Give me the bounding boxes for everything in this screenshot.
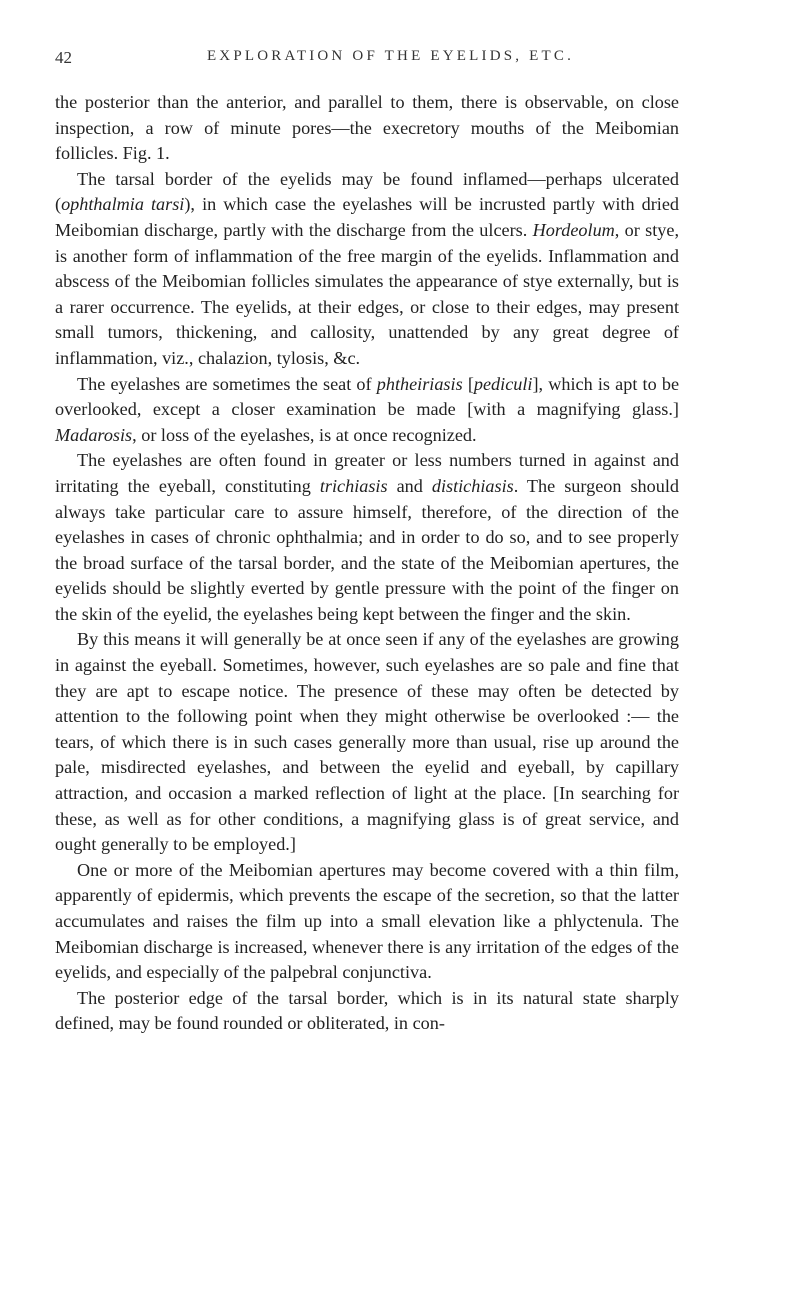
- text-run: The tarsal border of the eyelids may be found inflamed—perhaps ulcerated (: [55, 168, 679, 215]
- text-run: By this means it will generally be at once seen if any of the eyelashes are growing in against the eyeball. Sometimes, however, such eyelashes are so pale and fine that they are apt to escape notice. The presence of these may often be detected by attention to the following point when they might otherwise be overlooked :— the tears, of which there is in such cases generally more than usual, rise up around the pale, misdirected eyelashes, and between the eyelid and eyeball, by capillary attraction, and occasion a marked reflection of light at the place. [In searching for these, as well as for other conditions, a magnifying glass is of great service, and ought generally to be employed.]: [55, 629, 679, 855]
- paragraph-p6: [55, 858, 679, 986]
- paragraph-p3: [55, 372, 679, 449]
- paragraph-p7: [55, 986, 679, 1037]
- paragraph-p4: [55, 448, 679, 627]
- text-run: The eyelashes are sometimes the seat of: [77, 373, 377, 394]
- italic-term: pediculi: [473, 373, 533, 394]
- text-run: , or loss of the eyelashes, is at once recognized.: [132, 424, 477, 445]
- page-number: 42: [55, 48, 72, 67]
- italic-term: Madarosis: [55, 424, 133, 445]
- text-run: One or more of the Meibomian apertures may become covered with a thin film, apparently of epidermis, which prevents the escape of the secretion, so that the latter accumulates and raises the film up into a small elevation like a phlyctenula. The Meibomian discharge is increased, whenever there is any irritation of the edges of the eyelids, and especially of the palpebral conjunctiva.: [55, 859, 679, 983]
- text-run: The posterior edge of the tarsal border, which is in its natural state sharply defined, may be found rounded or obliterated, in con-: [55, 987, 679, 1034]
- text-run: ], which is apt to be overlooked, except a closer examination be made [with a magnifying glass.]: [55, 373, 680, 420]
- body-text: [55, 90, 679, 1037]
- running-header: [55, 48, 690, 78]
- paragraph-p1: [55, 90, 679, 167]
- running-title: EXPLORATION OF THE EYELIDS, ETC.: [206, 48, 575, 64]
- italic-term: Hordeolum: [532, 219, 615, 240]
- italic-term: phtheiriasis: [376, 373, 463, 394]
- italic-term: ophthalmia tarsi: [61, 194, 185, 215]
- text-run: ), in which case the eyelashes will be incrusted partly with dried Meibomian discharge, partly with the discharge from the ulcers.: [55, 194, 680, 240]
- paragraph-p5: [55, 627, 679, 857]
- text-run: . The surgeon should always take particular care to assure himself, therefore, of the direction of the eyelashes in cases of chronic ophthalmia; and in order to do so, and to see properly the broad surface of the tarsal border, and the state of the Meibomian apertures, the eyelids should be slightly everted by gentle pressure with the point of the finger on the skin of the eyelid, the eyelashes being kept between the finger and the skin.: [55, 475, 679, 624]
- text-run: the posterior than the anterior, and parallel to them, there is observable, on close inspection, a row of minute pores—the execretory mouths of the Meibomian follicles. Fig. 1.: [55, 92, 679, 164]
- italic-term: distichiasis: [431, 475, 514, 496]
- italic-term: trichiasis: [319, 475, 388, 496]
- text-run: The eyelashes are often found in greater or less numbers turned in against and irritating the eyeball, constituting: [55, 450, 679, 496]
- text-run: [: [462, 373, 474, 394]
- text-run: , or stye, is another form of inflammation of the free margin of the eyelids. Inflammation and abscess of the Meibomian follicles simulates the appearance of stye externally, but is a rarer occurrence. The eyelids, at their edges, or close to their edges, may present small tumors, thickening, and callosity, unattended by any great degree of inflammation, viz., chalazion, tylosis, &c.: [55, 219, 680, 368]
- paragraph-p2: [55, 167, 679, 372]
- text-run: and: [387, 475, 432, 496]
